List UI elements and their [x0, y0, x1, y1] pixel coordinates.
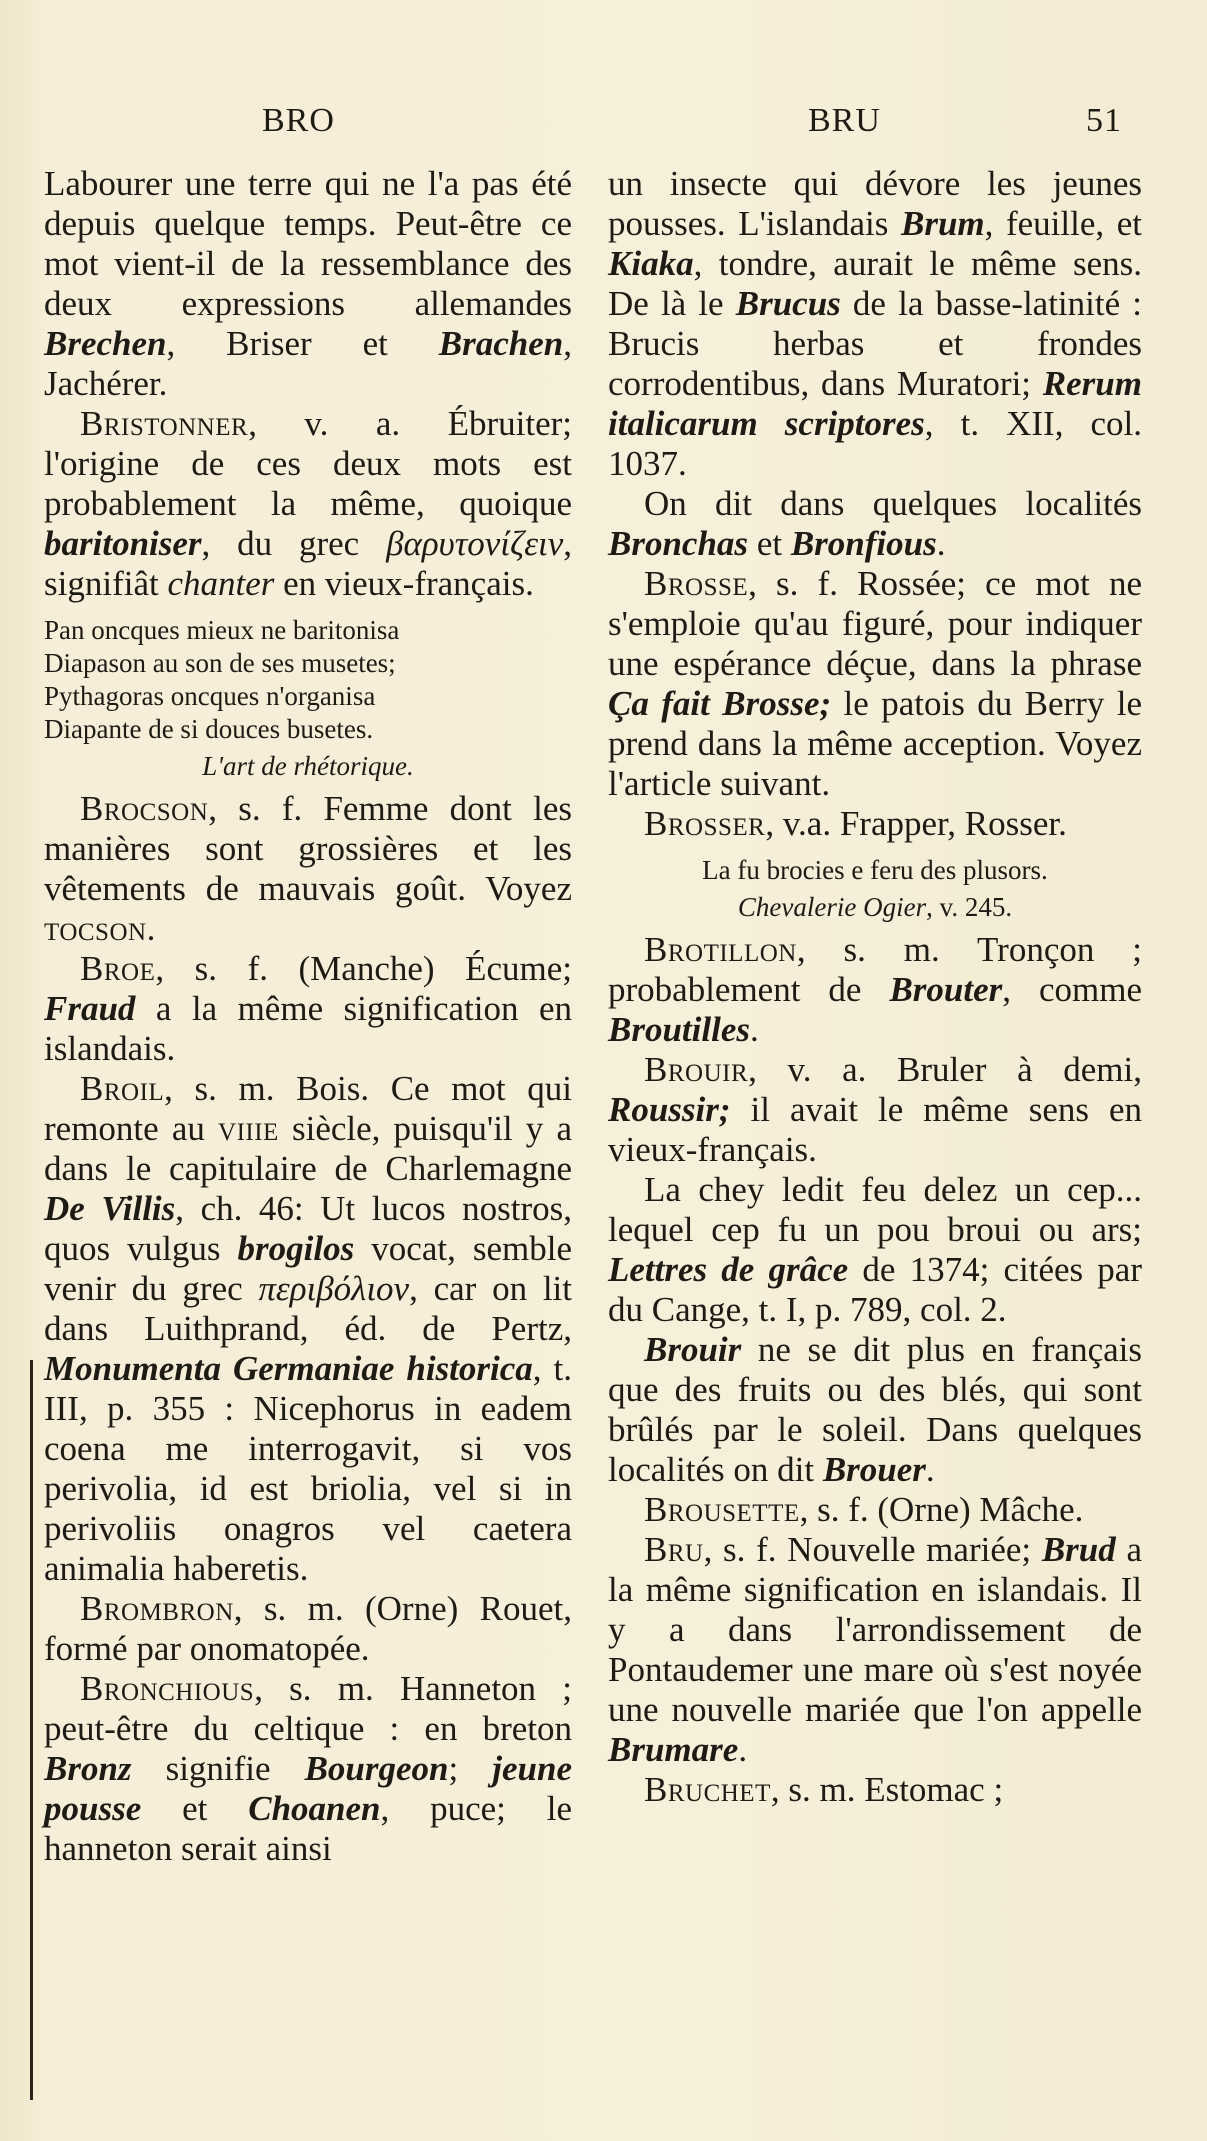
entry-brosse — [608, 564, 1142, 804]
text: , du grec — [201, 524, 387, 563]
entry-bruchet — [608, 1770, 1142, 1810]
text: , signifiât — [44, 524, 572, 603]
greek-word: περιβόλιον — [258, 1269, 410, 1308]
word: Brachen — [438, 324, 564, 363]
text: le patois du Berry le prend dans la même acception. Voyez l'article suivant. — [608, 684, 1142, 803]
entry-broe — [44, 949, 572, 1069]
text: en vieux-français. — [274, 564, 534, 603]
word: Bronz — [44, 1749, 132, 1788]
word: Fraud — [44, 989, 136, 1028]
word: Broutilles — [608, 1010, 750, 1049]
headword: Brosser — [644, 804, 766, 843]
word: Brouer — [822, 1450, 926, 1489]
word: Brumare — [608, 1730, 739, 1769]
entry-continuation — [44, 164, 572, 404]
headword: Brouir — [644, 1050, 749, 1089]
entry-brombron — [44, 1589, 572, 1669]
text: , puce; le hanneton serait ainsi — [44, 1789, 572, 1868]
entry-bristonner — [44, 404, 572, 604]
text: La chey ledit feu delez un cep... lequel cep fu un pou broui ou ars; — [608, 1170, 1142, 1249]
text: de la basse-latinité : Brucis herbas et frondes corrodentibus, dans Muratori; — [608, 284, 1142, 403]
source-title: Chevalerie Ogier — [737, 892, 927, 922]
text: , v.a. Frapper, Rosser. — [765, 804, 1067, 843]
running-head-left: BRO — [262, 102, 335, 139]
word: De Villis — [44, 1189, 176, 1228]
word: Brud — [1041, 1530, 1116, 1569]
page-number: 51 — [1086, 102, 1122, 139]
text: . — [925, 1450, 935, 1489]
word: Brouir — [644, 1330, 742, 1369]
verse-line: Diapason au son de ses musetes; — [44, 648, 396, 678]
entry-brouir — [608, 1050, 1142, 1170]
century: viiie — [218, 1109, 279, 1148]
word: Brechen — [44, 324, 167, 363]
text: On dit dans quelques localités — [644, 484, 1142, 523]
paragraph-brouir-usage — [608, 1330, 1142, 1490]
entry-brosser — [608, 804, 1142, 844]
word: Brucus — [735, 284, 841, 323]
text: , s. f. Nouvelle mariée; — [703, 1530, 1042, 1569]
right-column — [608, 164, 1142, 1810]
word: Brouter — [889, 970, 1003, 1009]
text: il avait le même sens en vieux-français. — [608, 1090, 1142, 1169]
word: Bronfious — [790, 524, 937, 563]
text: et — [141, 1789, 249, 1828]
word: Monumenta Germaniae historica — [44, 1349, 533, 1388]
text: , feuille, et — [984, 204, 1142, 243]
text: , t. III, p. 355 : Nicephorus in eadem coena me interrogavit, si vos perivolia, id est briolia, vel si in perivoliis onagros vel caetera animalia haberetis. — [44, 1349, 572, 1588]
quote-source — [608, 891, 1142, 924]
text: , Briser et — [166, 324, 439, 363]
text: , comme — [1002, 970, 1142, 1009]
text: de 1374; citées par du Cange, t. I, p. 789, col. 2. — [608, 1250, 1142, 1329]
word: baritoniser — [44, 524, 202, 563]
entry-broil — [44, 1069, 572, 1589]
entry-bru — [608, 1530, 1142, 1770]
greek-word: βαρυτονίζειν — [386, 524, 564, 563]
word: Brum — [901, 204, 985, 243]
text: , s. m. Tronçon ; probablement de — [608, 930, 1142, 1009]
headword: Broil — [80, 1069, 165, 1108]
quotation — [608, 854, 1142, 924]
word: jeune pousse — [44, 1749, 572, 1828]
text: Labourer une terre qui ne l'a pas été depuis quelque temps. Peut-être ce mot vient-il de la ressemblance des deux expressions allemandes — [44, 164, 572, 323]
verse-source: L'art de rhétorique. — [202, 751, 414, 781]
headword: Bristonner — [80, 404, 249, 443]
text: , s. f. Rossée; ce mot ne s'emploie qu'au figuré, pour indiquer une espérance déçue, dans la phrase — [608, 564, 1142, 683]
text: , s. f. (Orne) Mâche. — [799, 1490, 1084, 1529]
text: , t. XII, col. 1037. — [608, 404, 1142, 483]
headword: Bruchet — [644, 1770, 771, 1809]
quotation-lettres — [608, 1170, 1142, 1330]
text: , s. f. (Manche) Écume; — [155, 949, 572, 988]
source-ref: , v. 245. — [926, 892, 1013, 922]
headword: Brocson — [80, 789, 209, 828]
verse-quotation — [44, 614, 572, 783]
text: un insecte qui dévore les jeunes pousses. L'islandais — [608, 164, 1142, 243]
word: Roussir; — [608, 1090, 731, 1129]
left-column — [44, 164, 572, 1869]
text: , tondre, aurait le même sens. De là le — [608, 244, 1142, 323]
text: , s. m. (Orne) Rouet, formé par onomatopée. — [44, 1589, 572, 1668]
text: , s. f. Femme dont les manières sont grossières et les vêtements de mauvais goût. Voyez — [44, 789, 572, 908]
entry-bronchious — [44, 1669, 572, 1869]
word: chanter — [167, 564, 275, 603]
headword: Bru — [644, 1530, 704, 1569]
text: ; — [448, 1749, 493, 1788]
entry-brocson: Brocson, s. f. Femme dont les manières sont grossières et les vêtements de mauvais goût. Voyez tocson. — [44, 789, 572, 948]
text: et — [748, 524, 791, 563]
verse-line: Diapante de si douces busetes. — [44, 714, 374, 744]
text: signifie — [131, 1749, 305, 1788]
entry-continuation — [608, 164, 1142, 484]
word: Kiaka — [608, 244, 694, 283]
text: a la même signification en islandais. — [44, 989, 572, 1068]
entry-brotillon — [608, 930, 1142, 1050]
headword: Brotillon — [644, 930, 797, 969]
text: , v. a. Ébruiter; l'origine de ces deux mots est probablement la même, quoique — [44, 404, 572, 523]
word: Rerum italicarum scriptores — [608, 364, 1142, 443]
headword: Brousette — [644, 1490, 800, 1529]
margin-rule — [30, 1360, 33, 2100]
headword: Broe — [80, 949, 156, 988]
word: Lettres de grâce — [608, 1250, 849, 1289]
verse-line: Pan oncques mieux ne baritonisa — [44, 615, 400, 645]
text: . — [738, 1730, 748, 1769]
word: Choanen — [248, 1789, 381, 1828]
text: , Jachérer. — [44, 324, 572, 403]
word: Bourgeon — [304, 1749, 449, 1788]
headword: Brosse — [644, 564, 749, 603]
text: , ch. 46: Ut lucos nostros, quos vulgus — [44, 1189, 572, 1268]
running-head-center: BRU — [808, 102, 881, 139]
text: . — [749, 1010, 759, 1049]
headword: Brombron — [80, 1589, 234, 1628]
text: , s. m. Estomac ; — [770, 1770, 1004, 1809]
entry-brousette — [608, 1490, 1142, 1530]
text: , v. a. Bruler à demi, — [748, 1050, 1142, 1089]
cross-reference: tocson — [44, 909, 147, 948]
text: ne se dit plus en français que des fruits ou des blés, qui sont brûlés par le soleil. Dans quelques localités on dit — [608, 1330, 1142, 1489]
headword: Bronchious — [80, 1669, 255, 1708]
verse-line: Pythagoras oncques n'organisa — [44, 681, 376, 711]
text: . — [936, 524, 946, 563]
text: siècle, puisqu'il y a dans le capitulaire de Charlemagne — [44, 1109, 572, 1188]
text: a la même signification en islandais. Il y a dans l'arrondissement de Pontaudemer une mare où s'est noyée une nouvelle mariée que l'on appelle — [608, 1530, 1142, 1729]
text: vocat, semble venir du grec — [44, 1229, 573, 1308]
text: , s. m. Hanneton ; peut-être du celtique : en breton — [44, 1669, 572, 1748]
text: , s. m. Bois. Ce mot qui remonte au — [44, 1069, 572, 1148]
paragraph-localities — [608, 484, 1142, 564]
text: , car on lit dans Luithprand, éd. de Pertz, — [44, 1269, 572, 1348]
word: Bronchas — [608, 524, 749, 563]
quote-line: La fu brocies e feru des plusors. — [702, 855, 1048, 885]
word: brogilos — [237, 1229, 355, 1268]
word: Ça fait Brosse; — [608, 684, 832, 723]
